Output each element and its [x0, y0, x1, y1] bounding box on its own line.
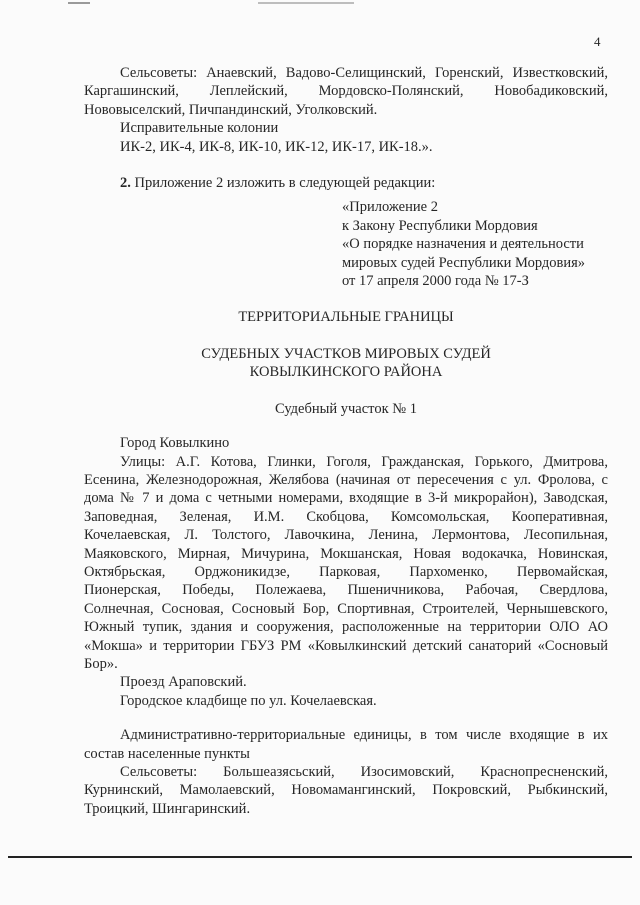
street-line: Кочелаевская, Л. Толстого, Лавочкина, Ленина, Лермонтова, Лесопильная,	[84, 527, 608, 544]
item-2	[84, 174, 608, 192]
cemetery-line: Городское кладбище по ул. Кочелаевская.	[120, 692, 377, 709]
title-line-2: СУДЕБНЫХ УЧАСТКОВ МИРОВЫХ СУДЕЙ	[201, 345, 491, 362]
district-content	[84, 434, 608, 710]
street-line: Маяковского, Мирная, Мичурина, Мокшанская, Новая водокачка, Новинская,	[84, 545, 608, 562]
text-line: Исправительные колонии	[120, 120, 279, 137]
scan-mark-right	[258, 2, 354, 4]
appendix-line: «Приложение 2	[342, 199, 438, 216]
footer-rule	[8, 856, 632, 858]
prev-section	[84, 64, 608, 156]
passage-line: Проезд Араповский.	[120, 674, 247, 691]
councils-line: Курнинский, Мамолаевский, Новомамангинский, Покровский, Рыбкинский,	[84, 782, 608, 799]
text-line: ИК-2, ИК-4, ИК-8, ИК-10, ИК-12, ИК-17, ИК-18.».	[120, 138, 433, 155]
item-number: 2.	[120, 175, 131, 192]
street-line: Заповедная, Зеленая, И.М. Скобцова, Комсомольская, Кооперативная,	[84, 508, 608, 525]
title-line-1: ТЕРРИТОРИАЛЬНЫЕ ГРАНИЦЫ	[238, 309, 454, 326]
scan-mark-left	[68, 2, 90, 4]
admin-line: Административно-территориальные единицы, в том числе входящие в их	[120, 727, 608, 744]
admin-line: состав населенные пункты	[84, 745, 250, 762]
page-number: 4	[594, 34, 601, 49]
street-line: Бор».	[84, 655, 118, 672]
appendix-line: к Закону Республики Мордовия	[342, 217, 538, 234]
admin-units	[84, 726, 608, 818]
street-line: Есенина, Железнодорожная, Желябова (начиная от пересечения с ул. Фролова, с	[84, 471, 608, 488]
appendix-header	[342, 198, 608, 290]
street-line: Октябрьская, Орджоникидзе, Парковая, Пархоменко, Первомайская,	[84, 563, 608, 580]
street-line: Солнечная, Сосновая, Сосновый Бор, Спортивная, Строителей, Чернышевского,	[84, 600, 608, 617]
councils-line: Сельсоветы: Большеазясьский, Изосимовский, Краснопресненский,	[120, 764, 608, 780]
title-line-3: КОВЫЛКИНСКОГО РАЙОНА	[249, 364, 443, 381]
district-heading: Судебный участок № 1	[275, 400, 417, 417]
city-line: Город Ковылкино	[120, 435, 230, 452]
street-line: Улицы: А.Г. Котова, Глинки, Гоголя, Гражданская, Горького, Дмитрова,	[120, 453, 608, 470]
appendix-line: мировых судей Республики Мордовия»	[342, 254, 586, 271]
text-line: Нововыселский, Пичпандинский, Уголковский.	[84, 101, 378, 118]
street-line: Южный тупик, здания и сооружения, расположенные на территории ОЛО АО	[84, 619, 608, 636]
text-line: Сельсоветы: Анаевский, Вадово-Селищинский, Горенский, Известковский,	[120, 65, 608, 81]
document-body	[84, 64, 608, 818]
item-text: Приложение 2 изложить в следующей редакции:	[134, 175, 436, 192]
appendix-line: от 17 апреля 2000 года № 17-З	[342, 273, 529, 290]
street-line: «Мокша» и территории ГБУЗ РМ «Ковылкинский детский санаторий «Сосновый	[84, 637, 608, 654]
text-line: Каргашинский, Леплейский, Мордовско-Полянский, Новобадиковский,	[84, 83, 608, 100]
street-line: дома № 7 и дома с четными номерами, входящие в 3-й микрорайон), Заводская,	[84, 490, 608, 507]
street-line: Пионерская, Победы, Полежаева, Пшеничникова, Рабочая, Свердлова,	[84, 582, 608, 599]
councils-line: Троицкий, Шингаринский.	[84, 800, 251, 817]
appendix-line: «О порядке назначения и деятельности	[342, 236, 584, 253]
